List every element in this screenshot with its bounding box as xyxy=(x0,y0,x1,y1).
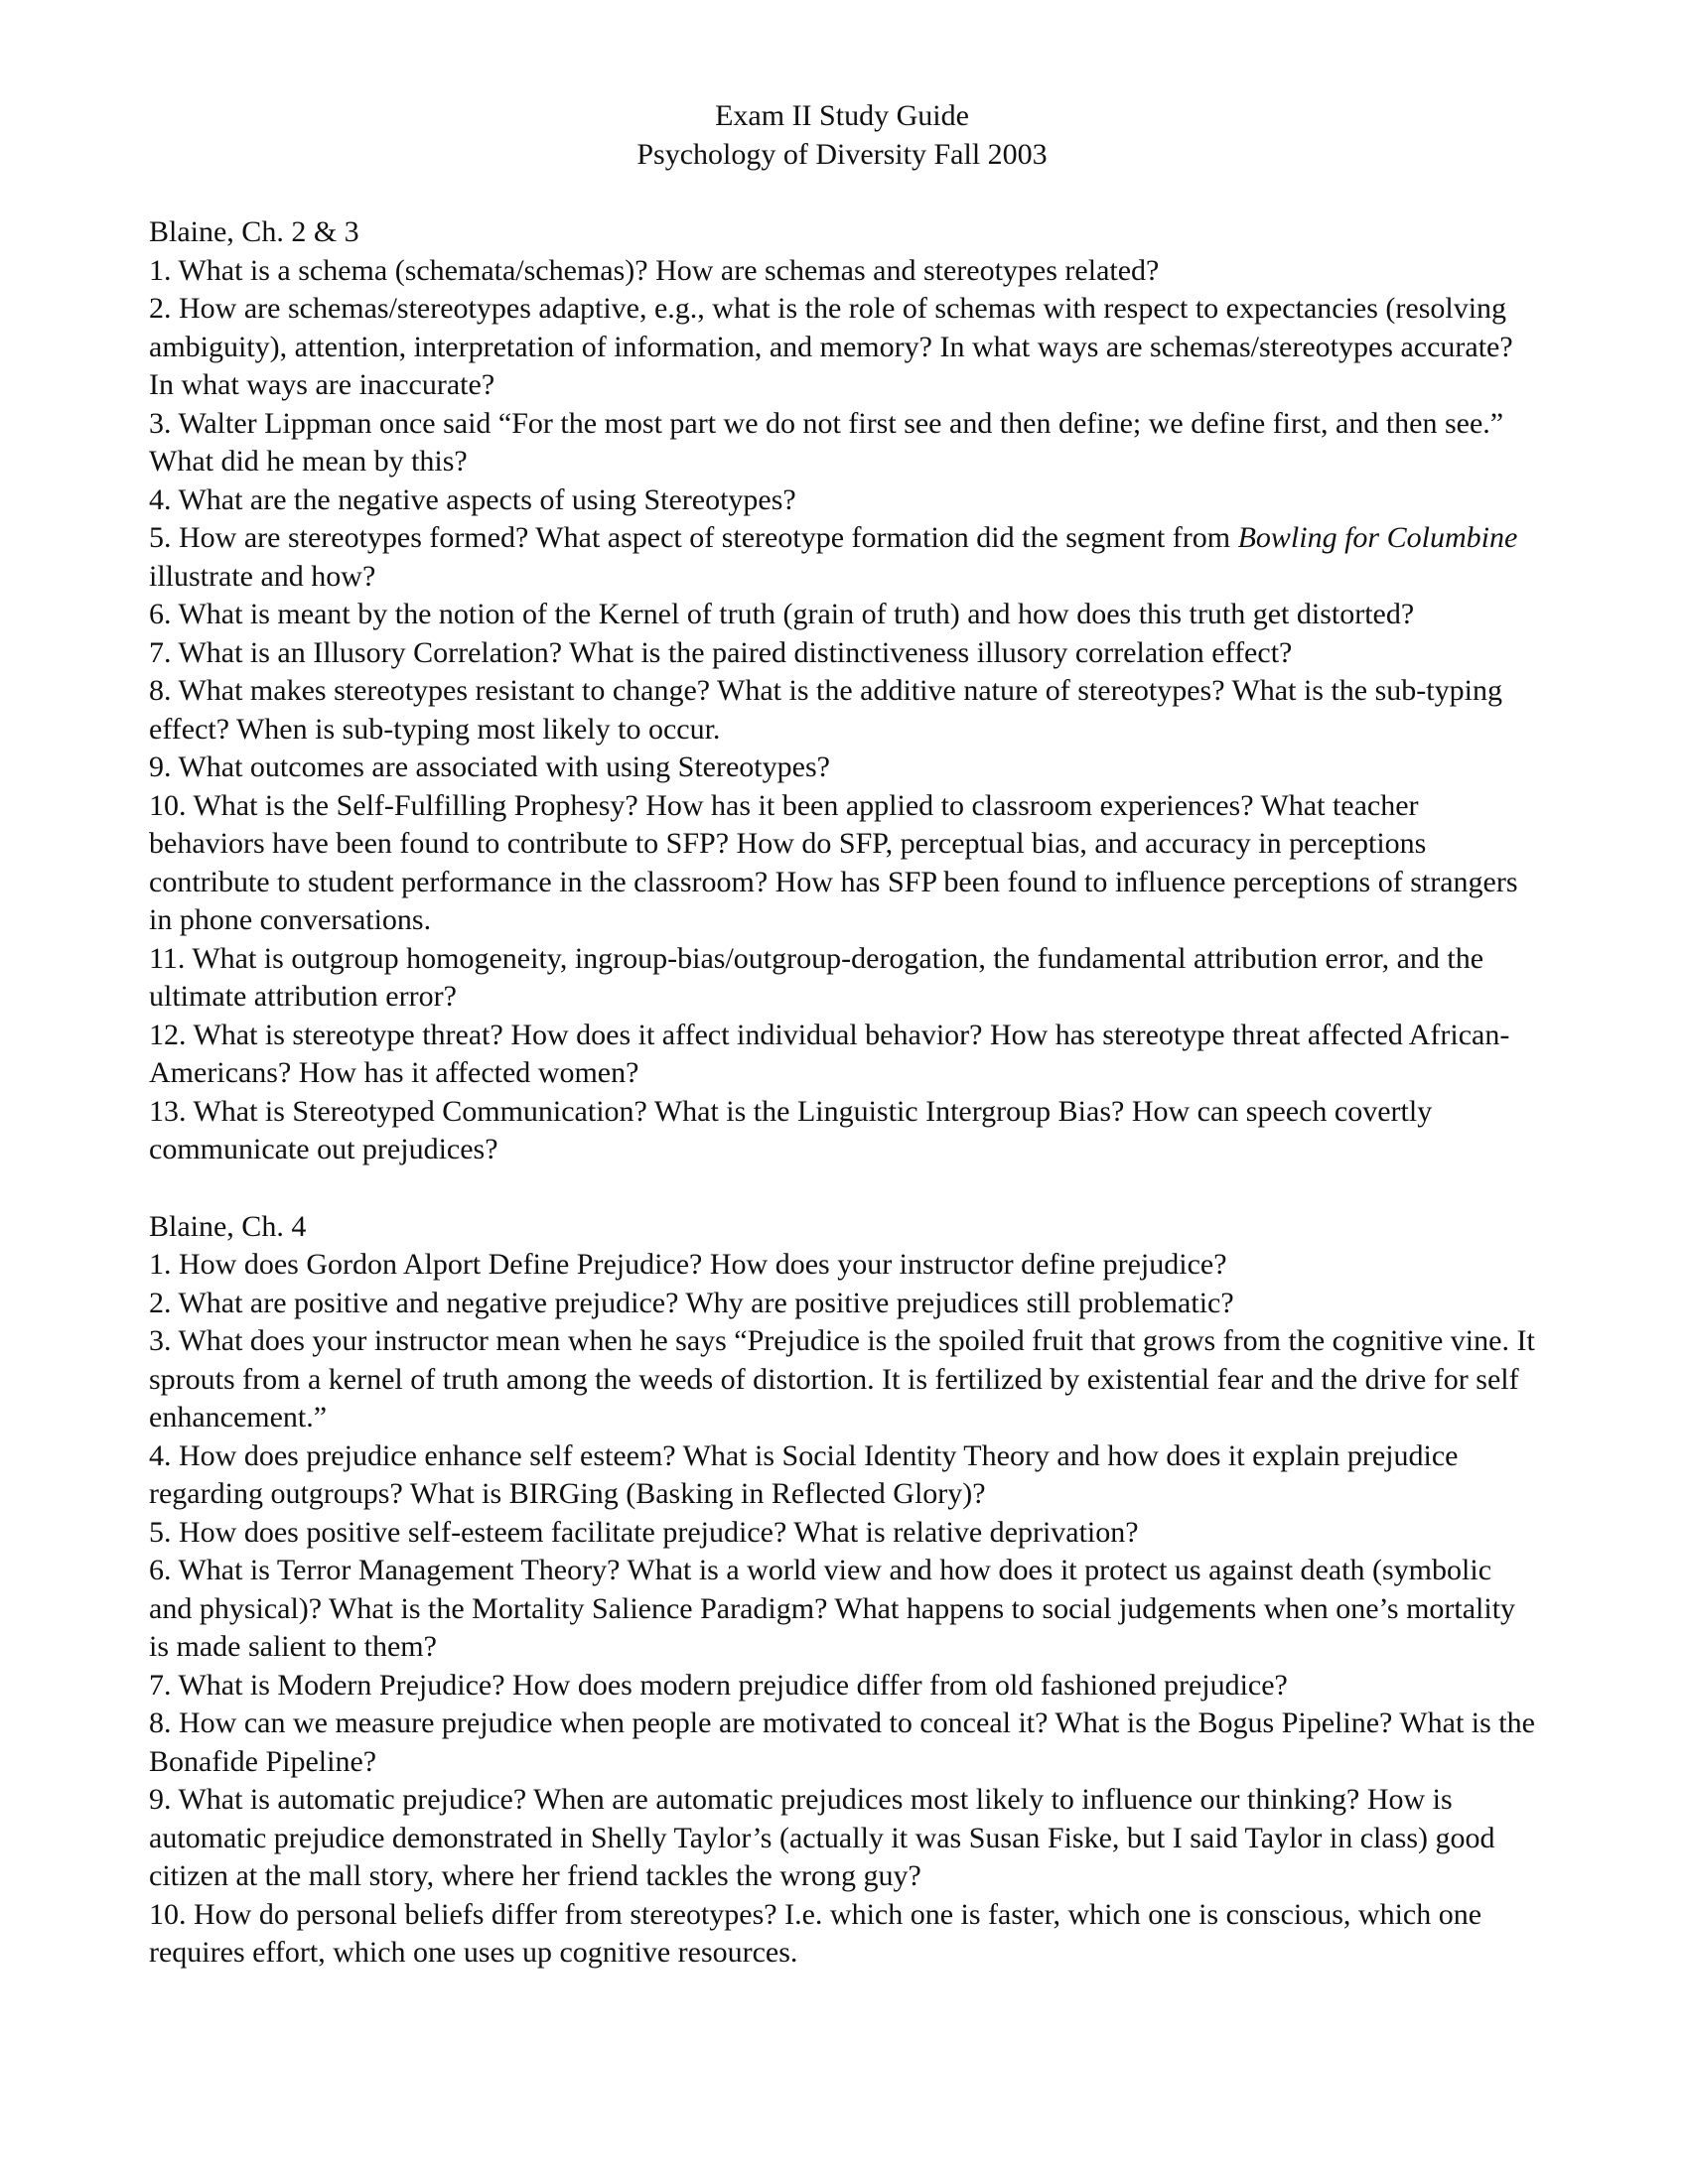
question-item: 10. How do personal beliefs differ from stereotypes? I.e. which one is faster, which one is conscious, which one requires effort, which one uses up cognitive resources. xyxy=(149,1897,1482,1969)
question-item: 3. What does your instructor mean when he says “Prejudice is the spoiled fruit that grows from the cognitive vine. It sprouts from a kernel of truth among the weeds of distortion. It is fertilized by existential fear and the drive for self enhancement.” xyxy=(149,1324,1535,1433)
question-item: 2. How are schemas/stereotypes adaptive, e.g., what is the role of schemas with respect to expectancies (resolving ambiguity), attention, interpretation of information, and memory? In what ways are schemas/stereotypes accurate? In what ways are inaccurate? xyxy=(149,292,1513,401)
question-item: 9. What is automatic prejudice? When are automatic prejudices most likely to influence our thinking? How is automatic prejudice demonstrated in Shelly Taylor’s (actually it was Susan Fiske, but I said Taylor in class) good citizen at the mall story, where her friend tackles the wrong guy? xyxy=(149,1783,1495,1892)
question-text: illustrate and how? xyxy=(149,559,376,593)
question-item: 6. What is meant by the notion of the Kernel of truth (grain of truth) and how does this truth get distorted? xyxy=(149,598,1415,630)
question-text: 5. How are stereotypes formed? What aspect of stereotype formation did the segment from xyxy=(149,521,1238,554)
film-title-italic: Bowling for Columbine xyxy=(1237,521,1518,554)
study-guide-page xyxy=(149,96,1539,1973)
question-item: 7. What is an Illusory Correlation? What is the paired distinctiveness illusory correlation effect? xyxy=(149,635,1293,669)
question-item: 7. What is Modern Prejudice? How does modern prejudice differ from old fashioned prejudice? xyxy=(149,1668,1288,1702)
question-item: 12. What is stereotype threat? How does it affect individual behavior? How has stereotype threat affected African-Americans? How has it affected women? xyxy=(149,1018,1510,1089)
question-item: 4. What are the negative aspects of using Stereotypes? xyxy=(149,482,796,516)
document-header xyxy=(149,96,1535,174)
document-subtitle: Psychology of Diversity Fall 2003 xyxy=(636,138,1048,171)
question-item: 3. Walter Lippman once said “For the most part we do not first see and then define; we define first, and then see.” What did he mean by this? xyxy=(149,406,1504,478)
question-item: 6. What is Terror Management Theory? What is a world view and how does it protect us against death (symbolic and physical)? What is the Mortality Salience Paradigm? What happens to social judgements when one’s mortality is made salient to them? xyxy=(149,1554,1516,1663)
section-heading: Blaine, Ch. 4 xyxy=(149,1209,307,1243)
question-item: 1. What is a schema (schemata/schemas)? How are schemas and stereotypes related? xyxy=(149,253,1160,287)
question-item: 11. What is outgroup homogeneity, ingroup-bias/outgroup-derogation, the fundamental attribution error, and the ultimate attribution error? xyxy=(149,941,1484,1013)
question-item: 10. What is the Self-Fulfilling Prophesy? How has it been applied to classroom experiences? What teacher behaviors have been found to contribute to SFP? How do SFP, perceptual bias, and accuracy in perceptions contribute to student performance in the classroom? How has SFP been found to influence perceptions of strangers in phone conversations. xyxy=(149,788,1518,936)
question-item: 2. What are positive and negative prejudice? Why are positive prejudices still problematic? xyxy=(149,1286,1234,1319)
section-heading: Blaine, Ch. 2 & 3 xyxy=(149,215,359,248)
question-item: 1. How does Gordon Alport Define Prejudice? How does your instructor define prejudice? xyxy=(149,1248,1227,1281)
section-blaine-ch-2-3 xyxy=(149,213,1539,1169)
question-item: 5. How does positive self-esteem facilitate prejudice? What is relative deprivation? xyxy=(149,1515,1139,1549)
section-blaine-ch-4 xyxy=(149,1208,1539,1973)
document-title: Exam II Study Guide xyxy=(715,99,969,132)
question-item: 4. How does prejudice enhance self esteem? What is Social Identity Theory and how does it explain prejudice regarding outgroups? What is BIRGing (Basking in Reflected Glory)? xyxy=(149,1438,1459,1510)
question-item: 8. How can we measure prejudice when people are motivated to conceal it? What is the Bogus Pipeline? What is the Bonafide Pipeline? xyxy=(149,1706,1535,1778)
question-item: 13. What is Stereotyped Communication? What is the Linguistic Intergroup Bias? How can speech covertly communicate out prejudices? xyxy=(149,1094,1433,1165)
question-item: 8. What makes stereotypes resistant to change? What is the additive nature of stereotypes? What is the sub-typing effect? When is sub-typing most likely to occur. xyxy=(149,674,1502,746)
question-item xyxy=(149,519,1539,596)
question-item: 9. What outcomes are associated with using Stereotypes? xyxy=(149,751,830,783)
